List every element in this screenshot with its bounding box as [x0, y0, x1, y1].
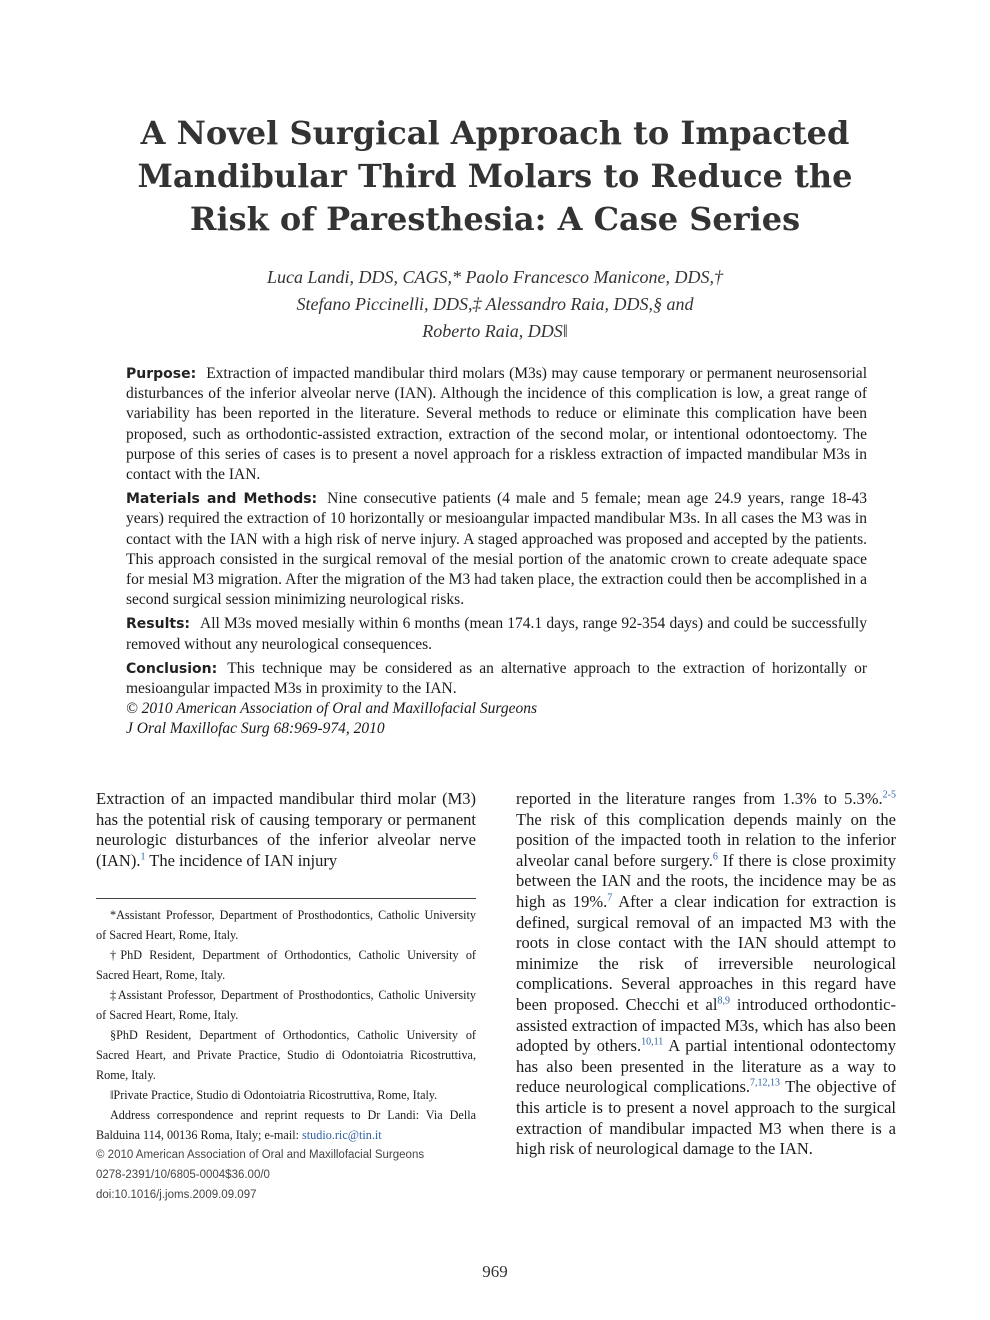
- purpose-label: Purpose:: [126, 366, 197, 382]
- author-line: Stefano Piccinelli, DDS,‡ Alessandro Raia, DDS,§ and: [296, 294, 694, 314]
- footnote: ‡Assistant Professor, Department of Prosthodontics, Catholic University of Sacred Heart, Rome, Italy.: [96, 988, 476, 1022]
- body-text: If there is close proximity between the IAN and the roots, the incidence may be as high as 19%.: [516, 850, 896, 911]
- author-line: Roberto Raia, DDS‖: [422, 321, 568, 341]
- reference-link[interactable]: 1: [140, 851, 146, 863]
- author-list: [150, 264, 840, 345]
- methods-label: Materials and Methods:: [126, 491, 318, 508]
- title-line: Mandibular Third Molars to Reduce the: [137, 157, 853, 195]
- conclusion-text: This technique may be considered as an alternative approach to the extraction of horizontally or mesioangular impacted M3s in proximity to the IAN.: [126, 659, 867, 698]
- purpose-text: Extraction of impacted mandibular third molars (M3s) may cause temporary or permanent neurosensorial disturbances of the inferior alveolar nerve (IAN). Although the incidence of this complication is low, a great range of variability has been reported in the literature. Several methods to reduce or eliminate this complication have been proposed, such as orthodontic-assisted extraction, extraction of the second molar, or intentional odontoectomy. The purpose of this series of cases is to present a novel approach for a riskless extraction of impacted mandibular M3s in contact with the IAN.: [126, 365, 867, 484]
- reference-link[interactable]: 6: [712, 851, 718, 863]
- body-text: introduced orthodontic-assisted extraction of impacted M3s, which has also been adopted by others.: [516, 994, 896, 1056]
- methods-text: Nine consecutive patients (4 male and 5 female; mean age 24.9 years, range 18-43 years) required the extraction of 10 horizontally or mesioangular impacted mandibular M3s. In all cases the M3 was in contact with the IAN with a high risk of nerve injury. A staged approached was proposed and accepted by the patients. This approach consisted in the surgical removal of the mesial portion of the anatomic crown to create adequate space for mesial M3 migration. After the migration of the M3 had taken place, the extraction could then be accomplished in a second surgical session minimizing neurological risks.: [126, 490, 867, 609]
- body-text: The incidence of IAN injury: [145, 850, 338, 870]
- body-text: Extraction of an impacted mandibular third molar (M3) has the potential risk of causing temporary or permanent neurologic disturbances of the inferior alveolar nerve (IAN).: [96, 789, 476, 870]
- footnote: *Assistant Professor, Department of Prosthodontics, Catholic University of Sacred Heart, Rome, Italy.: [96, 908, 476, 942]
- abstract-purpose: [126, 364, 867, 485]
- results-label: Results:: [126, 616, 190, 633]
- email-link[interactable]: studio.ric@tin.it: [302, 1128, 382, 1142]
- body-column-right: [516, 789, 896, 1160]
- body-text: After a clear indication for extraction is defined, surgical removal of an impacted M3 with the roots in close contact with the IAN should attempt to minimize the risk of irreversible neurological complications. Several approaches in this regard have been proposed. Checchi et al: [516, 891, 896, 1014]
- footnotes: [96, 905, 476, 1205]
- correspondence-note: [96, 1105, 476, 1145]
- footnote-divider: [96, 898, 476, 899]
- footnote: †PhD Resident, Department of Orthodontics, Catholic University of Sacred Heart, Rome, Italy.: [96, 948, 476, 982]
- issn-code: 0278-2391/10/6805-0004$36.00/0: [96, 1169, 270, 1181]
- footnote: ‖Private Practice, Studio di Odontoiatria Ricostruttiva, Rome, Italy.: [110, 1088, 438, 1102]
- reference-link[interactable]: 7: [607, 892, 613, 904]
- footnote: §PhD Resident, Department of Orthodontics, Catholic University of Sacred Heart, and Private Practice, Studio di Odontoiatria Ricostruttiva, Rome, Italy.: [96, 1028, 476, 1082]
- abstract-copyright: © 2010 American Association of Oral and Maxillofacial Surgeons: [126, 700, 538, 718]
- article-title: [100, 112, 890, 241]
- reference-link[interactable]: 10,11: [641, 1036, 664, 1048]
- results-text: All M3s moved mesially within 6 months (mean 174.1 days, range 92-354 days) and could be successfully removed without any neurological consequences.: [126, 615, 867, 653]
- doi-link[interactable]: doi:10.1016/j.joms.2009.09.097: [96, 1189, 257, 1201]
- reference-link[interactable]: 2-5: [882, 789, 896, 801]
- page-number: 969: [482, 1262, 508, 1281]
- footnote-copyright: © 2010 American Association of Oral and Maxillofacial Surgeons: [96, 1149, 425, 1161]
- reference-link[interactable]: 7,12,13: [750, 1077, 781, 1089]
- address-text: Address correspondence and reprint requests to Dr Landi: Via Della Balduina 114, 00136 Roma, Italy; e-mail:: [96, 1108, 476, 1142]
- body-text: reported in the literature ranges from 1.3% to 5.3%.: [516, 789, 883, 808]
- body-text: The risk of this complication depends mainly on the position of the impacted tooth in relation to the inferior alveolar canal before surgery.: [516, 809, 896, 870]
- body-column-left: [96, 789, 476, 871]
- abstract-conclusion: [126, 659, 867, 699]
- title-line: Risk of Paresthesia: A Case Series: [189, 200, 801, 238]
- author-line: Luca Landi, DDS, CAGS,* Paolo Francesco Manicone, DDS,†: [267, 267, 723, 287]
- abstract-methods: [126, 489, 867, 610]
- title-line: A Novel Surgical Approach to Impacted: [140, 114, 850, 152]
- abstract-citation: J Oral Maxillofac Surg 68:969-974, 2010: [126, 720, 385, 738]
- reference-link[interactable]: 8,9: [717, 995, 730, 1007]
- abstract: [126, 364, 867, 740]
- body-text: A partial intentional odontectomy has also been presented in the literature as a way to reduce neurological complications.: [516, 1036, 896, 1097]
- conclusion-label: Conclusion:: [126, 660, 218, 677]
- body-text: The objective of this article is to present a novel approach to the surgical extraction of mandibular impacted M3 when there is a high risk of neurological damage to the IAN.: [516, 1077, 896, 1159]
- abstract-results: [126, 614, 867, 654]
